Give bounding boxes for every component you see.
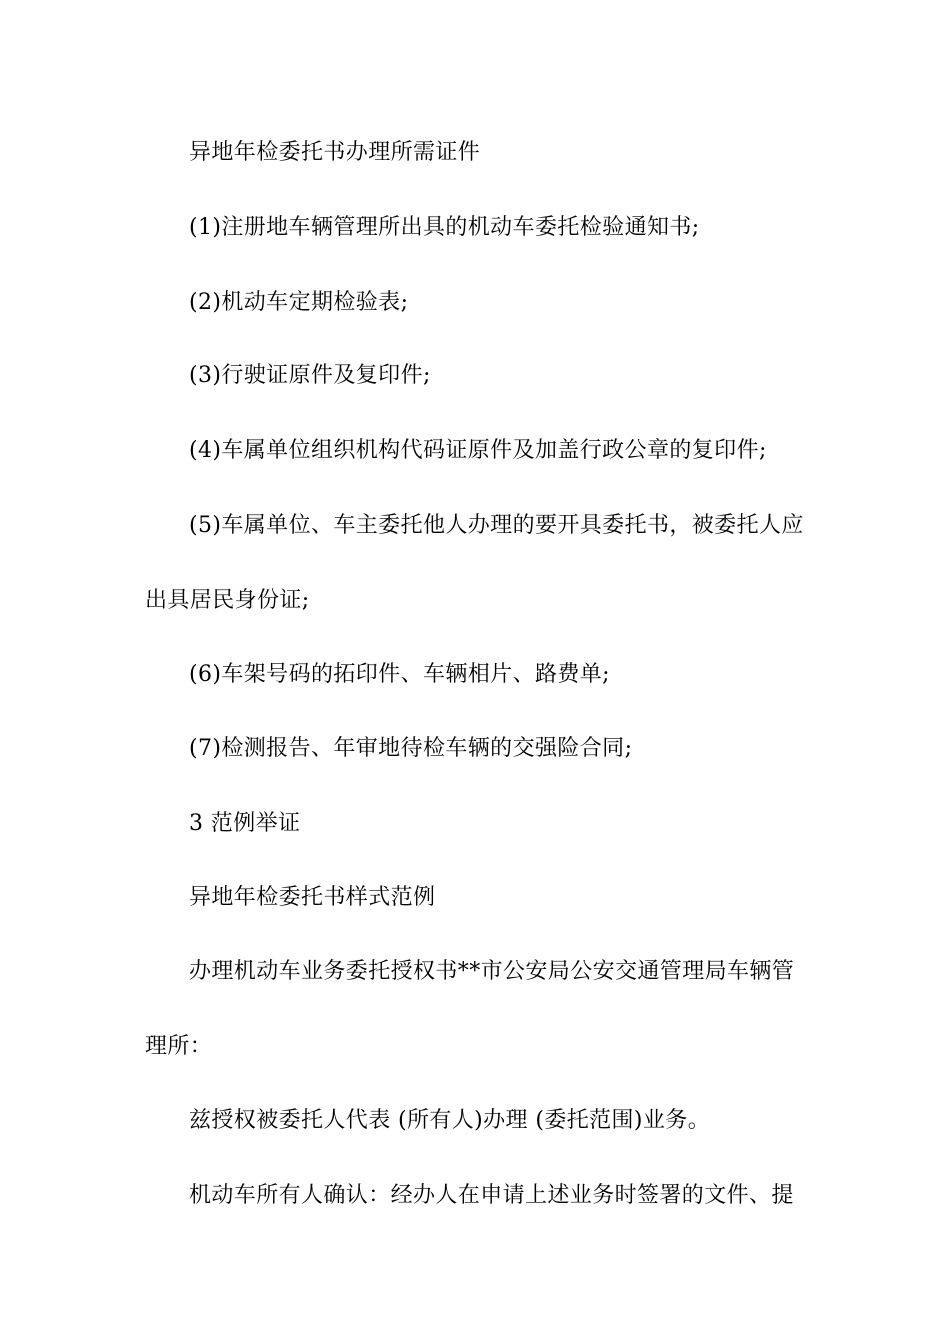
section-heading-required-documents: 异地年检委托书办理所需证件 (189, 140, 481, 165)
list-item-7: (7)检测报告、年审地待检车辆的交强险合同; (189, 736, 633, 761)
list-item-5: (5)车属单位、车主委托他人办理的要开具委托书，被委托人应出具居民身份证; (145, 513, 804, 613)
section-heading-examples: 3 范例举证 (189, 811, 301, 836)
list-item-2: (2)机动车定期检验表; (189, 290, 409, 315)
list-item-1: (1)注册地车辆管理所出具的机动车委托检验通知书; (189, 215, 700, 240)
list-item-6: (6)车架号码的拓印件、车辆相片、路费单; (189, 662, 610, 687)
example-title: 异地年检委托书样式范例 (189, 885, 436, 910)
owner-confirmation: 机动车所有人确认：经办人在申请上述业务时签署的文件、提 (189, 1183, 794, 1208)
list-item-4: (4)车属单位组织机构代码证原件及加盖行政公章的复印件; (189, 438, 767, 463)
authorization-statement: 兹授权被委托人代表 (所有人)办理 (委托范围)业务。 (189, 1108, 711, 1133)
authorization-header: 办理机动车业务委托授权书**市公安局公安交通管理局车辆管理所： (145, 959, 795, 1059)
list-item-3: (3)行驶证原件及复印件; (189, 363, 431, 388)
